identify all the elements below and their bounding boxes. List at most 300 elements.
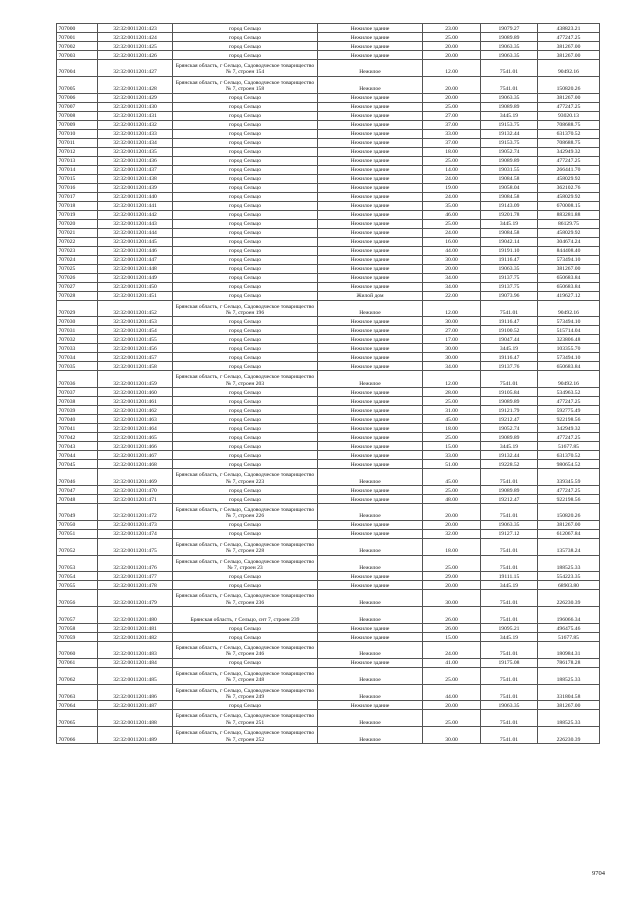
table-row — [57, 282, 600, 291]
cell-row-number: 707020 — [57, 219, 98, 228]
cell-specific-value: 19137.75 — [481, 273, 538, 282]
cell-address: Брянская область, г Сельцо, Садоводческое товарищество № 7, строен 23 — [173, 555, 318, 572]
table-row — [57, 60, 600, 77]
cell-cadastral-number: 32:32:0011201:432 — [98, 120, 173, 129]
cell-cadastral-number: 32:32:0011201:481 — [98, 623, 173, 632]
cell-object-type: Нежилое — [318, 590, 423, 607]
cell-row-number: 707050 — [57, 520, 98, 529]
cell-area: 12.00 — [423, 371, 481, 388]
cell-address: город Сельцо — [173, 335, 318, 344]
cell-address: город Сельцо — [173, 572, 318, 581]
cell-specific-value: 7541.01 — [481, 667, 538, 684]
cell-address: город Сельцо — [173, 93, 318, 102]
cell-area: 25.00 — [423, 219, 481, 228]
cell-address: Брянская область, г Сельцо, Садоводческое товарищество № 7, строен 223 — [173, 469, 318, 486]
cell-area: 20.00 — [423, 503, 481, 520]
cell-area: 28.00 — [423, 388, 481, 397]
cell-row-number: 707035 — [57, 362, 98, 371]
cell-address: город Сельцо — [173, 42, 318, 51]
cell-cadastral-number: 32:32:0011201:460 — [98, 388, 173, 397]
cell-row-number: 707012 — [57, 147, 98, 156]
cell-cadastral-number: 32:32:0011201:472 — [98, 503, 173, 520]
cell-area: 30.00 — [423, 353, 481, 362]
cell-specific-value: 7541.01 — [481, 590, 538, 607]
table-row — [57, 326, 600, 335]
cell-cadastral-number: 32:32:0011201:482 — [98, 632, 173, 641]
cell-object-type: Нежилое здание — [318, 520, 423, 529]
cell-cadastral-value: 180984.31 — [538, 641, 600, 658]
cell-cadastral-value: 496475.46 — [538, 623, 600, 632]
cell-specific-value: 19153.75 — [481, 138, 538, 147]
cell-row-number: 707006 — [57, 93, 98, 102]
cell-area: 24.00 — [423, 641, 481, 658]
cell-object-type: Нежилое здание — [318, 138, 423, 147]
cell-cadastral-value: 438823.21 — [538, 24, 600, 33]
cell-row-number: 707001 — [57, 33, 98, 42]
cell-object-type: Нежилое — [318, 503, 423, 520]
cell-cadastral-number: 32:32:0011201:423 — [98, 24, 173, 33]
cell-object-type: Нежилое здание — [318, 494, 423, 503]
cell-specific-value: 7541.01 — [481, 555, 538, 572]
cell-cadastral-number: 32:32:0011201:436 — [98, 156, 173, 165]
cell-area: 24.00 — [423, 174, 481, 183]
cell-row-number: 707043 — [57, 442, 98, 451]
cell-cadastral-value: 362102.76 — [538, 183, 600, 192]
cell-cadastral-number: 32:32:0011201:444 — [98, 228, 173, 237]
cell-row-number: 707028 — [57, 291, 98, 300]
cell-row-number: 707015 — [57, 174, 98, 183]
cell-area: 14.00 — [423, 165, 481, 174]
cell-area: 32.00 — [423, 529, 481, 538]
cell-area: 20.00 — [423, 520, 481, 529]
cell-specific-value: 19116.47 — [481, 353, 538, 362]
cell-object-type: Нежилое здание — [318, 165, 423, 174]
table-row — [57, 388, 600, 397]
cell-area: 20.00 — [423, 581, 481, 590]
cell-address: город Сельцо — [173, 138, 318, 147]
cell-cadastral-value: 381267.00 — [538, 42, 600, 51]
table-row — [57, 451, 600, 460]
cell-address: город Сельцо — [173, 581, 318, 590]
cell-cadastral-number: 32:32:0011201:457 — [98, 353, 173, 362]
cell-address: Брянская область, г Сельцо, Садоводческое товарищество № 7, строен 252 — [173, 727, 318, 744]
cell-specific-value: 19132.44 — [481, 129, 538, 138]
cell-address: город Сельцо — [173, 442, 318, 451]
cell-row-number: 707024 — [57, 255, 98, 264]
cell-cadastral-value: 612067.84 — [538, 529, 600, 538]
cell-area: 24.00 — [423, 192, 481, 201]
cell-cadastral-number: 32:32:0011201:471 — [98, 494, 173, 503]
cell-cadastral-number: 32:32:0011201:479 — [98, 590, 173, 607]
table-body — [57, 24, 600, 744]
table-row — [57, 684, 600, 701]
cell-object-type: Нежилое здание — [318, 120, 423, 129]
cell-specific-value: 19063.35 — [481, 42, 538, 51]
table-row — [57, 353, 600, 362]
cell-address: город Сельцо — [173, 415, 318, 424]
cell-specific-value: 7541.01 — [481, 641, 538, 658]
cell-object-type: Нежилое здание — [318, 228, 423, 237]
cell-cadastral-number: 32:32:0011201:463 — [98, 415, 173, 424]
cell-cadastral-number: 32:32:0011201:429 — [98, 93, 173, 102]
cell-cadastral-value: 381267.00 — [538, 701, 600, 710]
cell-area: 37.00 — [423, 138, 481, 147]
cell-address: город Сельцо — [173, 228, 318, 237]
cell-object-type: Нежилое здание — [318, 156, 423, 165]
cell-cadastral-number: 32:32:0011201:426 — [98, 51, 173, 60]
cell-cadastral-value: 342949.32 — [538, 147, 600, 156]
cell-object-type: Нежилое здание — [318, 42, 423, 51]
cell-cadastral-value: 90492.16 — [538, 300, 600, 317]
cell-object-type: Нежилое здание — [318, 111, 423, 120]
table-row — [57, 667, 600, 684]
cell-row-number: 707055 — [57, 581, 98, 590]
cell-object-type: Нежилое — [318, 60, 423, 77]
cell-address: Брянская область, г Сельцо, Садоводческое товарищество № 7, строен 251 — [173, 710, 318, 727]
cell-area: 25.00 — [423, 102, 481, 111]
cell-area: 34.00 — [423, 362, 481, 371]
cell-area: 23.00 — [423, 24, 481, 33]
cell-address: город Сельцо — [173, 165, 318, 174]
table-row — [57, 632, 600, 641]
cell-cadastral-value: 786178.28 — [538, 658, 600, 667]
cell-address: город Сельцо — [173, 210, 318, 219]
cell-cadastral-value: 922198.56 — [538, 494, 600, 503]
cell-object-type: Нежилое здание — [318, 317, 423, 326]
cell-cadastral-value: 573494.10 — [538, 255, 600, 264]
cell-area: 25.00 — [423, 397, 481, 406]
table-row — [57, 460, 600, 469]
table-row — [57, 246, 600, 255]
cell-object-type: Нежилое — [318, 607, 423, 624]
cell-cadastral-value: 135738.24 — [538, 538, 600, 555]
cell-address: город Сельцо — [173, 291, 318, 300]
cell-cadastral-value: 419627.12 — [538, 291, 600, 300]
table-row — [57, 494, 600, 503]
cell-specific-value: 19116.47 — [481, 255, 538, 264]
cell-address: Брянская область, г Сельцо, Садоводческое товарищество № 7, строен 249 — [173, 684, 318, 701]
cell-address: Брянская область, г Сельцо, Садоводческое товарищество № 7, строен 154 — [173, 60, 318, 77]
cell-cadastral-value: 51677.85 — [538, 442, 600, 451]
cell-cadastral-number: 32:32:0011201:477 — [98, 572, 173, 581]
table-row — [57, 120, 600, 129]
table-row — [57, 129, 600, 138]
table-row — [57, 641, 600, 658]
table-row — [57, 156, 600, 165]
cell-object-type: Нежилое здание — [318, 255, 423, 264]
cell-row-number: 707009 — [57, 120, 98, 129]
cell-object-type: Нежилое здание — [318, 572, 423, 581]
cell-object-type: Нежилое здание — [318, 632, 423, 641]
cell-cadastral-number: 32:32:0011201:447 — [98, 255, 173, 264]
cell-row-number: 707040 — [57, 415, 98, 424]
cell-row-number: 707005 — [57, 76, 98, 93]
cell-row-number: 707033 — [57, 344, 98, 353]
cell-cadastral-number: 32:32:0011201:487 — [98, 701, 173, 710]
cell-cadastral-value: 573494.10 — [538, 317, 600, 326]
table-row — [57, 228, 600, 237]
cell-area: 15.00 — [423, 632, 481, 641]
cell-row-number: 707047 — [57, 485, 98, 494]
table-row — [57, 219, 600, 228]
cell-area: 35.00 — [423, 201, 481, 210]
cell-address: город Сельцо — [173, 237, 318, 246]
cell-cadastral-number: 32:32:0011201:484 — [98, 658, 173, 667]
table-row — [57, 607, 600, 624]
cell-specific-value: 19073.96 — [481, 291, 538, 300]
table-row — [57, 424, 600, 433]
cell-address: город Сельцо — [173, 51, 318, 60]
cell-object-type: Нежилое здание — [318, 581, 423, 590]
cell-row-number: 707030 — [57, 317, 98, 326]
cell-cadastral-value: 188525.33 — [538, 710, 600, 727]
cell-specific-value: 19111.15 — [481, 572, 538, 581]
cell-cadastral-value: 381267.00 — [538, 93, 600, 102]
cell-row-number: 707013 — [57, 156, 98, 165]
table-row — [57, 183, 600, 192]
cell-cadastral-value: 381267.00 — [538, 520, 600, 529]
cell-address: город Сельцо — [173, 273, 318, 282]
table-row — [57, 201, 600, 210]
cell-area: 30.00 — [423, 344, 481, 353]
cell-address: город Сельцо — [173, 529, 318, 538]
cell-row-number: 707044 — [57, 451, 98, 460]
cell-area: 22.00 — [423, 291, 481, 300]
cell-cadastral-value: 670008.15 — [538, 201, 600, 210]
cell-cadastral-number: 32:32:0011201:434 — [98, 138, 173, 147]
cell-specific-value: 19201.78 — [481, 210, 538, 219]
cell-row-number: 707061 — [57, 658, 98, 667]
cell-row-number: 707032 — [57, 335, 98, 344]
table-row — [57, 344, 600, 353]
cell-cadastral-value: 51677.85 — [538, 632, 600, 641]
cell-area: 25.00 — [423, 555, 481, 572]
table-row — [57, 264, 600, 273]
cell-specific-value: 19228.52 — [481, 460, 538, 469]
table-row — [57, 555, 600, 572]
cell-specific-value: 19052.74 — [481, 424, 538, 433]
cell-area: 20.00 — [423, 51, 481, 60]
cell-cadastral-number: 32:32:0011201:478 — [98, 581, 173, 590]
cell-address: город Сельцо — [173, 451, 318, 460]
cell-row-number: 707034 — [57, 353, 98, 362]
cell-cadastral-number: 32:32:0011201:454 — [98, 326, 173, 335]
cell-address: город Сельцо — [173, 147, 318, 156]
cell-object-type: Нежилое здание — [318, 353, 423, 362]
cell-cadastral-number: 32:32:0011201:438 — [98, 174, 173, 183]
cell-cadastral-value: 477247.25 — [538, 397, 600, 406]
cell-object-type: Нежилое здание — [318, 129, 423, 138]
cell-cadastral-number: 32:32:0011201:483 — [98, 641, 173, 658]
cell-object-type: Нежилое здание — [318, 282, 423, 291]
cell-cadastral-value: 922198.56 — [538, 415, 600, 424]
cell-row-number: 707029 — [57, 300, 98, 317]
cell-specific-value: 7541.01 — [481, 727, 538, 744]
cell-specific-value: 19058.04 — [481, 183, 538, 192]
cell-object-type: Нежилое здание — [318, 442, 423, 451]
cell-object-type: Нежилое здание — [318, 529, 423, 538]
cell-cadastral-value: 477247.25 — [538, 102, 600, 111]
cell-cadastral-number: 32:32:0011201:464 — [98, 424, 173, 433]
cell-cadastral-number: 32:32:0011201:449 — [98, 273, 173, 282]
cell-cadastral-number: 32:32:0011201:468 — [98, 460, 173, 469]
table-row — [57, 485, 600, 494]
table-row — [57, 572, 600, 581]
cell-address: город Сельцо — [173, 201, 318, 210]
cell-specific-value: 3445.19 — [481, 632, 538, 641]
cell-cadastral-number: 32:32:0011201:430 — [98, 102, 173, 111]
cell-specific-value: 19063.35 — [481, 520, 538, 529]
cell-object-type: Нежилое здание — [318, 406, 423, 415]
cell-specific-value: 19105.84 — [481, 388, 538, 397]
cell-row-number: 707022 — [57, 237, 98, 246]
cell-row-number: 707037 — [57, 388, 98, 397]
cell-object-type: Нежилое здание — [318, 273, 423, 282]
cell-row-number: 707063 — [57, 684, 98, 701]
table-row — [57, 538, 600, 555]
cell-area: 16.00 — [423, 237, 481, 246]
cell-cadastral-value: 554223.35 — [538, 572, 600, 581]
cell-cadastral-number: 32:32:0011201:474 — [98, 529, 173, 538]
cell-specific-value: 7541.01 — [481, 469, 538, 486]
cell-specific-value: 19153.75 — [481, 120, 538, 129]
page-number: 9704 — [592, 870, 605, 877]
cell-object-type: Нежилое здание — [318, 51, 423, 60]
cell-cadastral-number: 32:32:0011201:486 — [98, 684, 173, 701]
cell-address: Брянская область, г Сельцо, Садоводческое товарищество № 7, строен 236 — [173, 590, 318, 607]
cell-cadastral-number: 32:32:0011201:424 — [98, 33, 173, 42]
cell-specific-value: 19079.27 — [481, 24, 538, 33]
table-row — [57, 111, 600, 120]
cell-object-type: Нежилое здание — [318, 335, 423, 344]
cell-specific-value: 7541.01 — [481, 684, 538, 701]
cell-cadastral-value: 93020.13 — [538, 111, 600, 120]
cell-area: 34.00 — [423, 273, 481, 282]
cell-cadastral-value: 573494.10 — [538, 353, 600, 362]
cell-object-type: Нежилое здание — [318, 701, 423, 710]
cell-cadastral-value: 883281.88 — [538, 210, 600, 219]
cell-row-number: 707049 — [57, 503, 98, 520]
cell-address: город Сельцо — [173, 174, 318, 183]
cell-cadastral-value: 331804.58 — [538, 684, 600, 701]
cell-address: город Сельцо — [173, 111, 318, 120]
cell-row-number: 707039 — [57, 406, 98, 415]
table-row — [57, 623, 600, 632]
cell-object-type: Нежилое — [318, 555, 423, 572]
cell-area: 25.00 — [423, 667, 481, 684]
cell-address: город Сельцо — [173, 192, 318, 201]
cell-object-type: Нежилое здание — [318, 623, 423, 632]
cell-object-type: Нежилое — [318, 710, 423, 727]
cell-row-number: 707011 — [57, 138, 98, 147]
cell-specific-value: 19137.75 — [481, 282, 538, 291]
table-row — [57, 520, 600, 529]
cell-row-number: 707066 — [57, 727, 98, 744]
cell-area: 17.00 — [423, 335, 481, 344]
cell-cadastral-value: 150820.26 — [538, 76, 600, 93]
cell-cadastral-number: 32:32:0011201:459 — [98, 371, 173, 388]
cell-row-number: 707025 — [57, 264, 98, 273]
cell-address: город Сельцо — [173, 255, 318, 264]
cell-cadastral-number: 32:32:0011201:439 — [98, 183, 173, 192]
cell-cadastral-value: 103355.70 — [538, 344, 600, 353]
cell-cadastral-number: 32:32:0011201:458 — [98, 362, 173, 371]
cell-area: 20.00 — [423, 701, 481, 710]
cell-cadastral-value: 534963.52 — [538, 388, 600, 397]
cell-address: город Сельцо — [173, 388, 318, 397]
cell-cadastral-number: 32:32:0011201:467 — [98, 451, 173, 460]
cell-cadastral-value: 188525.33 — [538, 667, 600, 684]
cell-cadastral-number: 32:32:0011201:440 — [98, 192, 173, 201]
cell-row-number: 707026 — [57, 273, 98, 282]
cell-cadastral-value: 188525.33 — [538, 555, 600, 572]
cell-cadastral-number: 32:32:0011201:451 — [98, 291, 173, 300]
cell-address: город Сельцо — [173, 701, 318, 710]
cell-area: 19.00 — [423, 183, 481, 192]
cell-area: 37.00 — [423, 120, 481, 129]
cell-cadastral-value: 708688.75 — [538, 120, 600, 129]
cell-cadastral-number: 32:32:0011201:466 — [98, 442, 173, 451]
cell-cadastral-value: 458029.92 — [538, 228, 600, 237]
cell-specific-value: 19089.89 — [481, 397, 538, 406]
cell-cadastral-number: 32:32:0011201:489 — [98, 727, 173, 744]
cell-specific-value: 7541.01 — [481, 76, 538, 93]
cell-row-number: 707031 — [57, 326, 98, 335]
cell-address: город Сельцо — [173, 353, 318, 362]
cell-cadastral-number: 32:32:0011201:453 — [98, 317, 173, 326]
cell-row-number: 707048 — [57, 494, 98, 503]
cell-object-type: Нежилое здание — [318, 237, 423, 246]
cell-cadastral-value: 90492.16 — [538, 60, 600, 77]
cell-cadastral-value: 381267.00 — [538, 264, 600, 273]
cell-specific-value: 3445.19 — [481, 219, 538, 228]
cell-row-number: 707000 — [57, 24, 98, 33]
cell-cadastral-value: 650683.84 — [538, 282, 600, 291]
cell-row-number: 707060 — [57, 641, 98, 658]
cell-area: 34.00 — [423, 282, 481, 291]
cell-area: 51.00 — [423, 460, 481, 469]
cell-cadastral-number: 32:32:0011201:442 — [98, 210, 173, 219]
cell-area: 20.00 — [423, 93, 481, 102]
cell-area: 25.00 — [423, 485, 481, 494]
cell-area: 41.00 — [423, 658, 481, 667]
cell-specific-value: 19063.35 — [481, 51, 538, 60]
cell-object-type: Нежилое — [318, 667, 423, 684]
cell-specific-value: 19212.47 — [481, 494, 538, 503]
cell-address: город Сельцо — [173, 102, 318, 111]
cell-specific-value: 19137.76 — [481, 362, 538, 371]
cell-cadastral-value: 304674.24 — [538, 237, 600, 246]
cell-object-type: Нежилое здание — [318, 219, 423, 228]
cell-row-number: 707059 — [57, 632, 98, 641]
cell-cadastral-value: 458029.92 — [538, 192, 600, 201]
cell-object-type: Нежилое — [318, 538, 423, 555]
cell-cadastral-number: 32:32:0011201:485 — [98, 667, 173, 684]
cell-row-number: 707010 — [57, 129, 98, 138]
cell-specific-value: 7541.01 — [481, 371, 538, 388]
cell-address: город Сельцо — [173, 406, 318, 415]
table-row — [57, 33, 600, 42]
cell-row-number: 707036 — [57, 371, 98, 388]
cell-specific-value: 7541.01 — [481, 710, 538, 727]
cell-area: 46.00 — [423, 210, 481, 219]
table-row — [57, 210, 600, 219]
cell-object-type: Нежилое здание — [318, 24, 423, 33]
cell-cadastral-number: 32:32:0011201:441 — [98, 201, 173, 210]
cell-area: 30.00 — [423, 317, 481, 326]
cell-row-number: 707008 — [57, 111, 98, 120]
cell-cadastral-number: 32:32:0011201:450 — [98, 282, 173, 291]
